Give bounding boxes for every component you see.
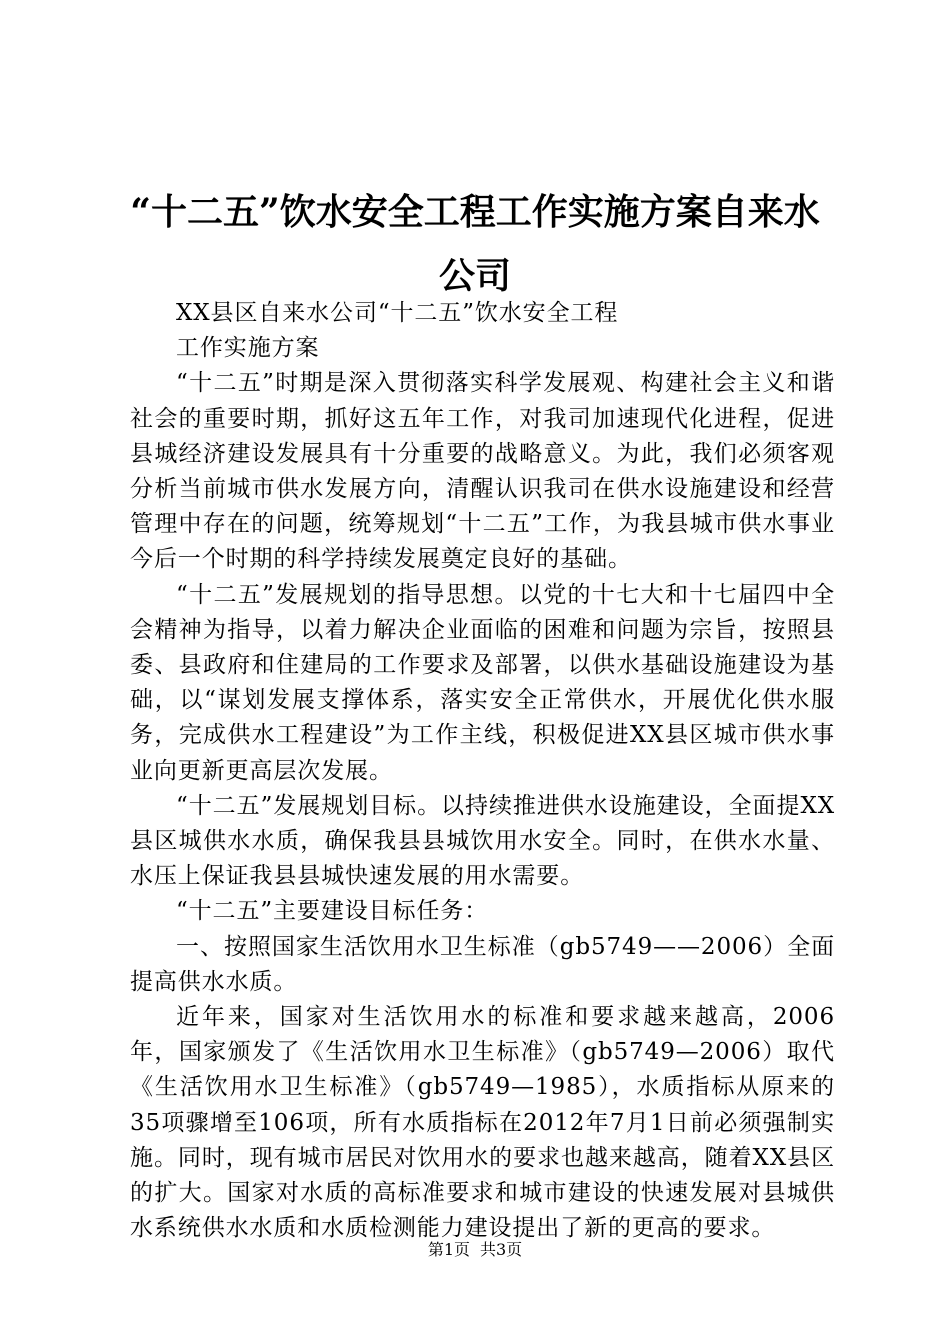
document-body (130, 296, 835, 1246)
paragraph: 近年来，国家对生活饮用水的标准和要求越来越高，2006年，国家颁发了《生活饮用水卫生标准》（gb5749—2006）取代《生活饮用水卫生标准》（gb5749—1985），水质指标从原来的35项骤增至106项，所有水质指标在2012年7月1日前必须强制实施。同时，现有城市居民对饮用水的要求也越来越高，随着XX县区的扩大。国家对水质的高标准要求和城市建设的快速发展对县城供水系统供水水质和水质检测能力建设提出了新的更高的要求。 (130, 1004, 835, 1242)
paragraph: “十二五”主要建设目标任务： (176, 898, 489, 925)
paragraph: “十二五”发展规划目标。以持续推进供水设施建设，全面提XX县区城供水水质，确保我县县城饮用水安全。同时，在供水水量、水压上保证我县县城快速发展的用水需要。 (130, 792, 835, 890)
paragraph-subtitle-1: XX县区自来水公司“十二五”饮水安全工程 (176, 300, 619, 326)
paragraph: “十二五”发展规划的指导思想。以党的十七大和十七届四中全会精神为指导，以着力解决企业面临的困难和问题为宗旨，按照县委、县政府和住建局的工作要求及部署，以供水基础设施建设为基础，以“谋划发展支撑体系，落实安全正常供水，开展优化供水服务，完成供水工程建设”为工作主线，积极促进XX县区城市供水事业向更新更高层次发展。 (130, 581, 835, 784)
document-title: “十二五”饮水安全工程工作实施方案自来水公司 (130, 191, 820, 297)
page-number: 第1页 (427, 1240, 470, 1259)
paragraph: “十二五”时期是深入贯彻落实科学发展观、构建社会主义和谐社会的重要时期，抓好这五年工作，对我司加速现代化进程，促进县城经济建设发展具有十分重要的战略意义。为此，我们必须客观分析当前城市供水发展方向，清醒认识我司在供水设施建设和经营管理中存在的问题，统筹规划“十二五”工作，为我县城市供水事业今后一个时期的科学持续发展奠定良好的基础。 (130, 370, 835, 573)
paragraph: 一、按照国家生活饮用水卫生标准（gb5749——2006）全面提高供水水质。 (130, 933, 835, 995)
page-total: 共3页 (480, 1240, 523, 1259)
page-footer (0, 1240, 950, 1260)
paragraph-subtitle-2: 工作实施方案 (176, 335, 320, 362)
